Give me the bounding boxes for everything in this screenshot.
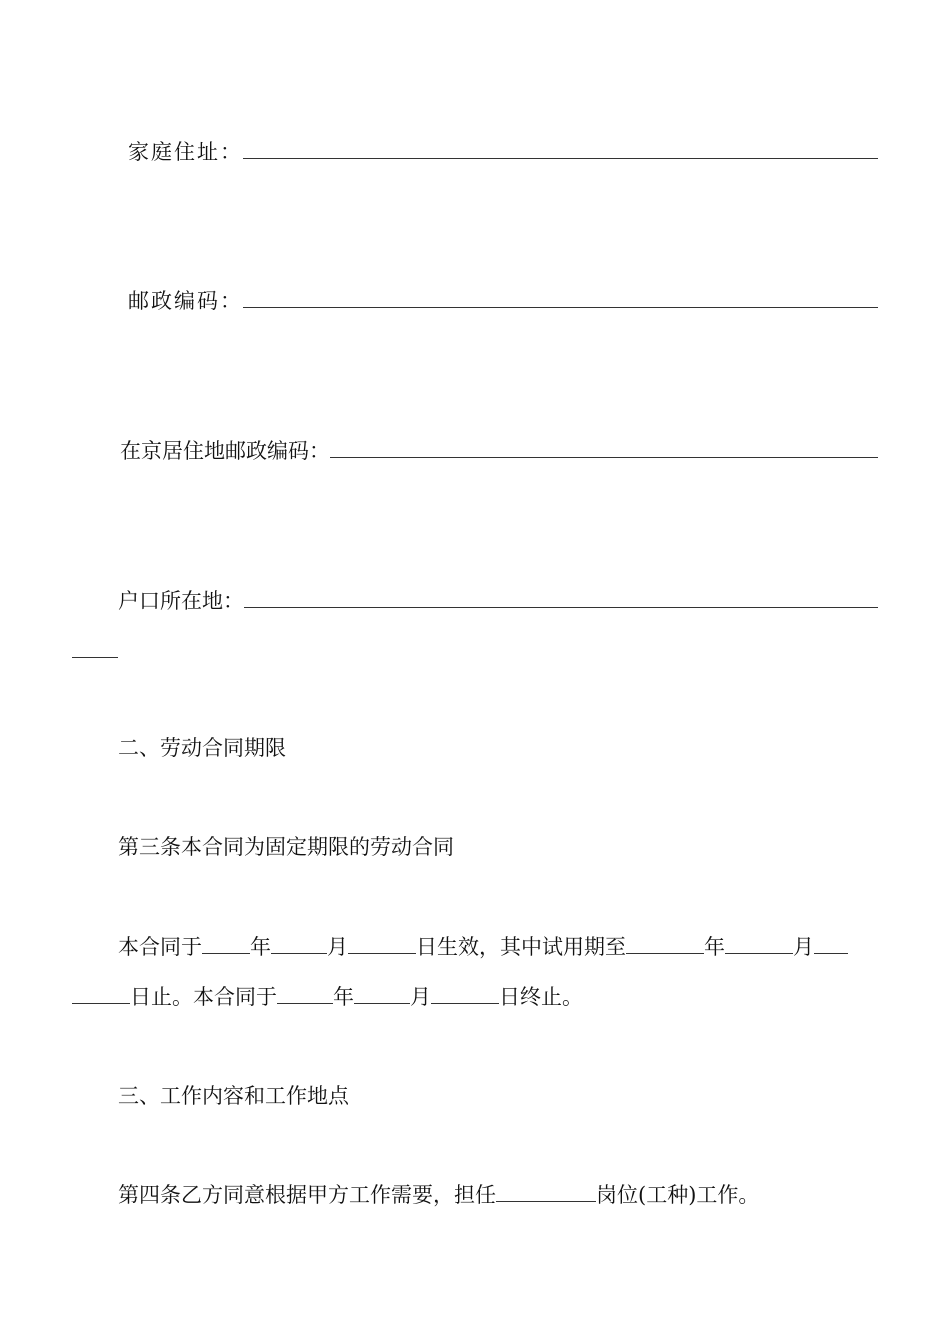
home-address-label: 家庭住址： bbox=[128, 140, 243, 164]
end-year-blank[interactable] bbox=[277, 985, 333, 1004]
postal-code-field bbox=[128, 286, 878, 316]
home-address-field bbox=[128, 137, 878, 167]
home-address-blank[interactable] bbox=[243, 158, 878, 159]
section-three-heading: 三、工作内容和工作地点 bbox=[118, 1084, 349, 1108]
term-line-1 bbox=[118, 932, 848, 962]
beijing-postal-code-blank[interactable] bbox=[330, 457, 878, 458]
section-two-heading: 二、劳动合同期限 bbox=[118, 736, 286, 760]
term-year-3: 年 bbox=[333, 985, 354, 1009]
postal-code-blank[interactable] bbox=[243, 307, 878, 308]
term-month-1: 月 bbox=[327, 935, 348, 959]
start-month-blank[interactable] bbox=[271, 935, 327, 954]
probation-day-blank-b[interactable] bbox=[72, 985, 130, 1004]
postal-code-label: 邮政编码： bbox=[128, 289, 243, 313]
term-year-1: 年 bbox=[250, 935, 271, 959]
term-line-2 bbox=[72, 982, 583, 1012]
term-year-2: 年 bbox=[704, 935, 725, 959]
start-year-blank[interactable] bbox=[202, 935, 250, 954]
term-effective: 日生效，其中试用期至 bbox=[416, 935, 626, 959]
start-day-blank[interactable] bbox=[348, 935, 416, 954]
position-blank[interactable] bbox=[496, 1183, 596, 1202]
term-month-3: 月 bbox=[410, 985, 431, 1009]
article-four-text-a: 第四条乙方同意根据甲方工作需要，担任 bbox=[118, 1183, 496, 1207]
end-month-blank[interactable] bbox=[354, 985, 410, 1004]
term-month-2: 月 bbox=[793, 935, 814, 959]
hukou-label: 户口所在地： bbox=[118, 589, 244, 613]
term-terminate: 日终止。 bbox=[499, 985, 583, 1009]
beijing-postal-code-label: 在京居住地邮政编码： bbox=[120, 439, 330, 463]
end-day-blank[interactable] bbox=[431, 985, 499, 1004]
hukou-blank-continuation[interactable] bbox=[72, 657, 118, 658]
term-text-start: 本合同于 bbox=[118, 935, 202, 959]
hukou-blank[interactable] bbox=[244, 607, 878, 608]
probation-year-blank[interactable] bbox=[626, 935, 704, 954]
term-end-day: 日止。本合同于 bbox=[130, 985, 277, 1009]
beijing-postal-code-field bbox=[120, 436, 878, 466]
probation-month-blank[interactable] bbox=[725, 935, 793, 954]
article-four bbox=[118, 1180, 759, 1210]
article-four-text-b: 岗位(工种)工作。 bbox=[596, 1183, 760, 1207]
article-three: 第三条本合同为固定期限的劳动合同 bbox=[118, 835, 454, 859]
probation-day-blank-a[interactable] bbox=[814, 935, 848, 954]
hukou-field bbox=[118, 586, 878, 616]
